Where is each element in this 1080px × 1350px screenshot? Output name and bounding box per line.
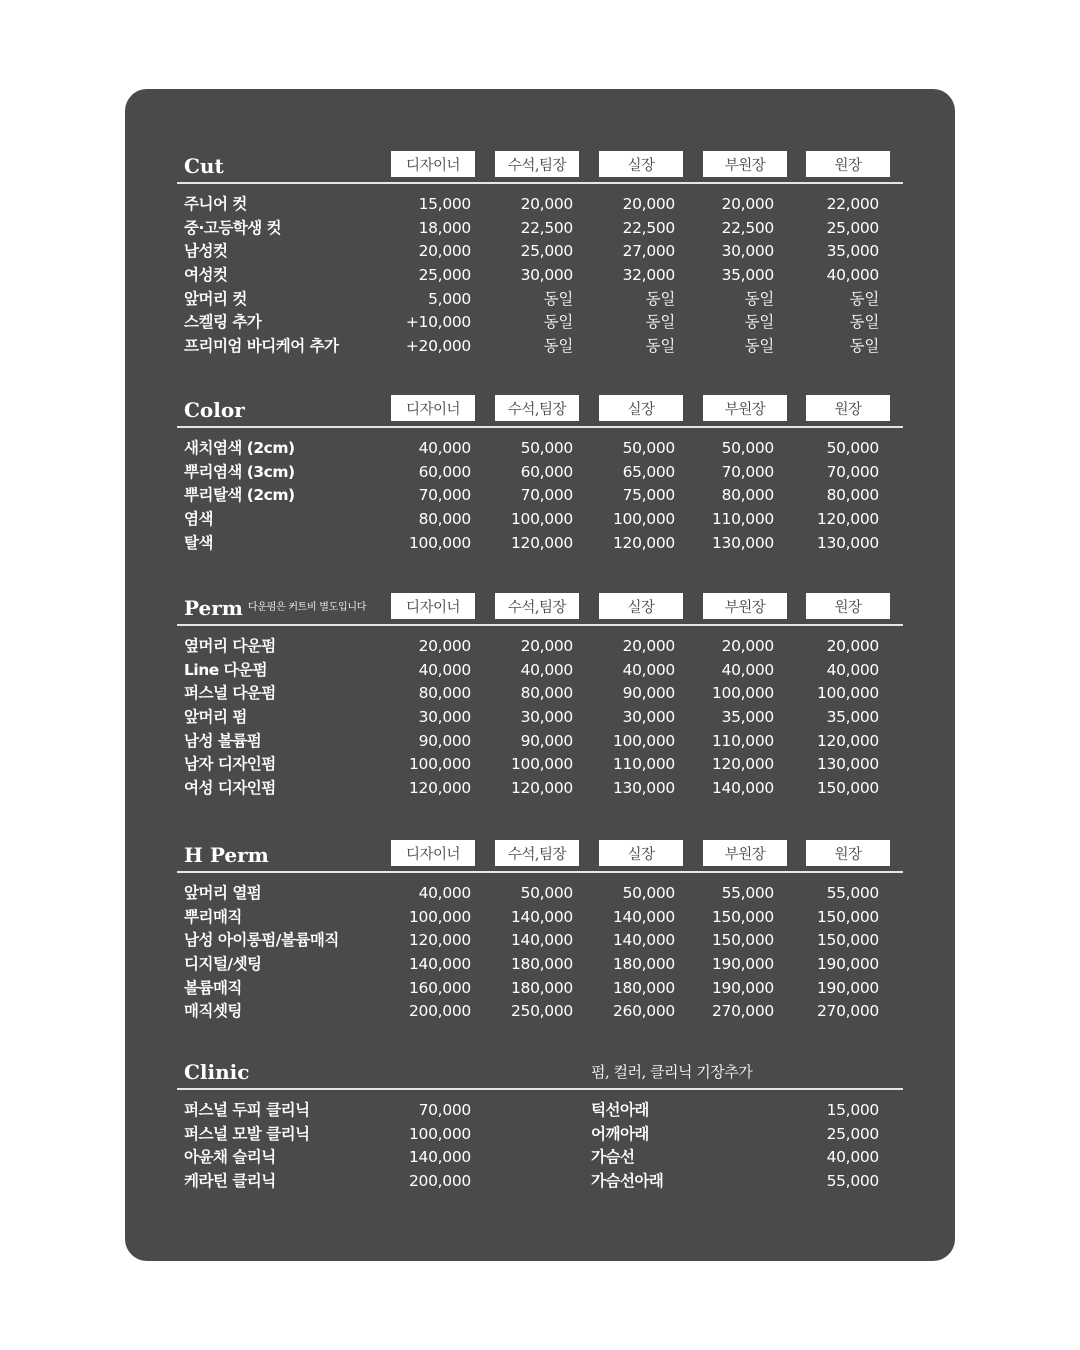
price-cell: 140,000 xyxy=(511,907,573,926)
price-cell: 140,000 xyxy=(511,931,573,950)
service-name: 프리미엄 바디케어 추가 xyxy=(184,337,339,356)
price-cell: 270,000 xyxy=(712,1002,774,1021)
section-clinic xyxy=(177,1052,903,1194)
section-header xyxy=(177,588,903,626)
tier-label: 디자이너 xyxy=(391,840,475,866)
price-cell: 50,000 xyxy=(622,439,675,457)
tier-label: 원장 xyxy=(806,840,890,866)
price-cell: 120,000 xyxy=(409,931,471,950)
price-cell: 190,000 xyxy=(817,978,879,997)
price-list xyxy=(177,437,903,555)
price-cell: 20,000 xyxy=(520,195,573,213)
section-perm xyxy=(177,588,903,801)
price-cell: 동일 xyxy=(543,289,573,308)
price-row xyxy=(177,1000,903,1024)
tier-label: 수석,팀장 xyxy=(495,593,579,619)
price-cell: 동일 xyxy=(849,289,879,308)
price-cell: 20,000 xyxy=(826,637,879,655)
price-cell: 25,000 xyxy=(520,242,573,261)
price-cell: 260,000 xyxy=(613,1002,675,1021)
length-price: 25,000 xyxy=(826,1124,879,1143)
section-title: Perm xyxy=(184,596,243,620)
price-cell: 30,000 xyxy=(622,708,675,727)
price-row xyxy=(177,906,903,930)
price-row xyxy=(177,508,903,532)
price-cell: 140,000 xyxy=(712,779,774,798)
service-name: 남성 아이롱펌/볼륨매직 xyxy=(184,931,339,950)
price-cell: 22,500 xyxy=(721,218,774,237)
price-cell: 20,000 xyxy=(520,637,573,655)
clinic-name: 퍼스널 모발 클리닉 xyxy=(184,1124,310,1143)
service-name: 앞머리 펌 xyxy=(184,708,247,727)
price-cell: 27,000 xyxy=(622,242,675,261)
service-name: 스켈링 추가 xyxy=(184,313,262,332)
tier-label: 부원장 xyxy=(703,593,787,619)
price-cell: 20,000 xyxy=(622,195,675,213)
price-cell: 25,000 xyxy=(826,218,879,237)
price-cell: 55,000 xyxy=(721,884,774,902)
tier-label: 원장 xyxy=(806,151,890,177)
price-cell: 80,000 xyxy=(418,684,471,703)
service-name: 남성 볼륨펌 xyxy=(184,731,262,750)
price-cell: 120,000 xyxy=(817,731,879,750)
price-cell: 80,000 xyxy=(418,510,471,529)
price-row xyxy=(177,953,903,977)
tier-label: 실장 xyxy=(599,151,683,177)
clinic-price: 70,000 xyxy=(418,1101,471,1119)
service-name: 앞머리 열펌 xyxy=(184,884,262,902)
tier-label: 원장 xyxy=(806,395,890,421)
price-cell: 190,000 xyxy=(712,955,774,974)
price-row xyxy=(177,461,903,485)
section-note: 다운펌은 커트비 별도입니다 xyxy=(248,602,367,613)
price-cell: 50,000 xyxy=(520,439,573,457)
clinic-row xyxy=(177,1099,903,1123)
price-cell: 35,000 xyxy=(721,266,774,285)
price-row xyxy=(177,311,903,335)
tier-label: 원장 xyxy=(806,593,890,619)
price-cell: 32,000 xyxy=(622,266,675,285)
clinic-list xyxy=(177,1099,903,1194)
tier-label: 부원장 xyxy=(703,151,787,177)
price-row xyxy=(177,682,903,706)
price-cell: 40,000 xyxy=(418,884,471,902)
service-name: 앞머리 컷 xyxy=(184,289,247,308)
clinic-row xyxy=(177,1123,903,1147)
service-name: 디지털/셋팅 xyxy=(184,955,262,974)
service-name: 뿌리염색 (3cm) xyxy=(184,462,295,481)
service-name: 볼륨매직 xyxy=(184,978,242,997)
section-header xyxy=(177,390,903,428)
price-cell: 180,000 xyxy=(613,955,675,974)
price-cell: 80,000 xyxy=(721,486,774,505)
price-cell: 130,000 xyxy=(817,533,879,552)
length-price: 15,000 xyxy=(826,1101,879,1119)
price-cell: 130,000 xyxy=(613,779,675,798)
service-name: 뿌리매직 xyxy=(184,907,242,926)
clinic-price: 140,000 xyxy=(409,1148,471,1167)
price-cell: 40,000 xyxy=(622,660,675,679)
service-name: 뿌리탈색 (2cm) xyxy=(184,486,295,505)
section-header xyxy=(177,1052,903,1090)
section-color xyxy=(177,390,903,555)
price-cell: 동일 xyxy=(849,313,879,332)
price-row xyxy=(177,240,903,264)
service-name: 매직셋팅 xyxy=(184,1002,242,1021)
price-cell: 30,000 xyxy=(721,242,774,261)
price-cell: 180,000 xyxy=(511,955,573,974)
price-cell: 140,000 xyxy=(613,931,675,950)
price-cell: 40,000 xyxy=(826,266,879,285)
price-cell: 40,000 xyxy=(418,660,471,679)
price-cell: 18,000 xyxy=(418,218,471,237)
tier-label: 수석,팀장 xyxy=(495,151,579,177)
price-cell: 35,000 xyxy=(721,708,774,727)
price-row xyxy=(177,706,903,730)
section-header xyxy=(177,146,903,184)
price-cell: 100,000 xyxy=(511,755,573,774)
price-list xyxy=(177,193,903,359)
section-title: Clinic xyxy=(184,1060,250,1084)
tier-label: 디자이너 xyxy=(391,151,475,177)
price-cell: 70,000 xyxy=(826,462,879,481)
price-cell: 20,000 xyxy=(721,195,774,213)
clinic-row xyxy=(177,1146,903,1170)
price-cell: 60,000 xyxy=(418,462,471,481)
price-cell: 140,000 xyxy=(613,907,675,926)
price-cell: 110,000 xyxy=(613,755,675,774)
price-cell: 250,000 xyxy=(511,1002,573,1021)
price-cell: 65,000 xyxy=(622,462,675,481)
price-row xyxy=(177,777,903,801)
price-row xyxy=(177,753,903,777)
price-cell: 120,000 xyxy=(511,533,573,552)
price-cell: 190,000 xyxy=(817,955,879,974)
service-name: 염색 xyxy=(184,510,213,529)
section-h-perm xyxy=(177,835,903,1024)
clinic-name: 퍼스널 두피 클리닉 xyxy=(184,1101,310,1119)
clinic-row xyxy=(177,1170,903,1194)
price-cell: 120,000 xyxy=(409,779,471,798)
price-row xyxy=(177,659,903,683)
price-cell: 120,000 xyxy=(511,779,573,798)
price-cell: 150,000 xyxy=(817,907,879,926)
price-cell: 90,000 xyxy=(520,731,573,750)
price-cell: +10,000 xyxy=(405,313,471,332)
price-cell: 150,000 xyxy=(817,779,879,798)
price-cell: 40,000 xyxy=(520,660,573,679)
price-cell: 100,000 xyxy=(613,510,675,529)
price-cell: 동일 xyxy=(849,337,879,356)
price-cell: 15,000 xyxy=(418,195,471,213)
price-cell: 35,000 xyxy=(826,242,879,261)
section-title: Cut xyxy=(184,154,224,178)
price-cell: 60,000 xyxy=(520,462,573,481)
clinic-price: 100,000 xyxy=(409,1124,471,1143)
clinic-name: 케라틴 클리닉 xyxy=(184,1172,276,1191)
price-row xyxy=(177,977,903,1001)
price-cell: 40,000 xyxy=(826,660,879,679)
price-cell: +20,000 xyxy=(405,337,471,356)
price-cell: 120,000 xyxy=(613,533,675,552)
price-cell: 동일 xyxy=(543,313,573,332)
service-name: 여성컷 xyxy=(184,266,228,285)
price-cell: 80,000 xyxy=(826,486,879,505)
price-cell: 22,500 xyxy=(520,218,573,237)
price-cell: 160,000 xyxy=(409,978,471,997)
price-row xyxy=(177,730,903,754)
price-cell: 55,000 xyxy=(826,884,879,902)
price-row xyxy=(177,193,903,217)
price-row xyxy=(177,929,903,953)
service-name: 탈색 xyxy=(184,533,213,552)
price-row xyxy=(177,532,903,556)
price-cell: 110,000 xyxy=(712,731,774,750)
length-price: 55,000 xyxy=(826,1172,879,1191)
price-cell: 100,000 xyxy=(817,684,879,703)
section-header xyxy=(177,835,903,873)
price-row xyxy=(177,437,903,461)
price-cell: 동일 xyxy=(645,313,675,332)
price-cell: 5,000 xyxy=(428,289,471,308)
price-row xyxy=(177,635,903,659)
section-cut xyxy=(177,146,903,359)
price-cell: 120,000 xyxy=(712,755,774,774)
price-cell: 50,000 xyxy=(826,439,879,457)
price-cell: 90,000 xyxy=(418,731,471,750)
price-cell: 130,000 xyxy=(817,755,879,774)
price-cell: 270,000 xyxy=(817,1002,879,1021)
price-cell: 110,000 xyxy=(712,510,774,529)
price-cell: 50,000 xyxy=(721,439,774,457)
price-row xyxy=(177,484,903,508)
price-row xyxy=(177,288,903,312)
price-cell: 40,000 xyxy=(721,660,774,679)
price-cell: 20,000 xyxy=(721,637,774,655)
tier-label: 디자이너 xyxy=(391,395,475,421)
price-cell: 70,000 xyxy=(721,462,774,481)
price-cell: 동일 xyxy=(744,313,774,332)
price-cell: 100,000 xyxy=(613,731,675,750)
price-row xyxy=(177,264,903,288)
length-price: 40,000 xyxy=(826,1148,879,1167)
price-cell: 22,500 xyxy=(622,218,675,237)
tier-label: 수석,팀장 xyxy=(495,395,579,421)
section-title: H Perm xyxy=(184,843,269,867)
price-cell: 70,000 xyxy=(418,486,471,505)
price-cell: 150,000 xyxy=(712,931,774,950)
service-name: Line 다운펌 xyxy=(184,660,268,679)
price-row xyxy=(177,882,903,906)
tier-label: 실장 xyxy=(599,593,683,619)
price-cell: 150,000 xyxy=(817,931,879,950)
section-title: Color xyxy=(184,398,245,422)
price-list xyxy=(177,635,903,801)
price-cell: 동일 xyxy=(744,289,774,308)
price-cell: 100,000 xyxy=(409,907,471,926)
price-cell: 30,000 xyxy=(520,708,573,727)
price-cell: 200,000 xyxy=(409,1002,471,1021)
price-cell: 동일 xyxy=(645,289,675,308)
price-cell: 130,000 xyxy=(712,533,774,552)
service-name: 여성 디자인펌 xyxy=(184,779,276,798)
length-label: 가슴선아래 xyxy=(591,1172,664,1191)
clinic-price: 200,000 xyxy=(409,1172,471,1191)
price-cell: 20,000 xyxy=(418,637,471,655)
service-name: 퍼스널 다운펌 xyxy=(184,684,276,703)
price-cell: 22,000 xyxy=(826,195,879,213)
price-row xyxy=(177,217,903,241)
clinic-name: 아윤채 슬리닉 xyxy=(184,1148,276,1167)
price-cell: 100,000 xyxy=(409,533,471,552)
price-cell: 100,000 xyxy=(511,510,573,529)
tier-label: 부원장 xyxy=(703,395,787,421)
price-cell: 동일 xyxy=(744,337,774,356)
tier-label: 실장 xyxy=(599,840,683,866)
price-row xyxy=(177,335,903,359)
price-cell: 140,000 xyxy=(409,955,471,974)
price-cell: 180,000 xyxy=(613,978,675,997)
price-cell: 50,000 xyxy=(520,884,573,902)
length-label: 어깨아래 xyxy=(591,1124,649,1143)
price-cell: 50,000 xyxy=(622,884,675,902)
length-label: 턱선아래 xyxy=(591,1101,649,1119)
tier-label: 디자이너 xyxy=(391,593,475,619)
price-cell: 동일 xyxy=(543,337,573,356)
price-cell: 180,000 xyxy=(511,978,573,997)
tier-label: 부원장 xyxy=(703,840,787,866)
tier-label: 실장 xyxy=(599,395,683,421)
price-cell: 100,000 xyxy=(712,684,774,703)
price-cell: 40,000 xyxy=(418,439,471,457)
price-cell: 75,000 xyxy=(622,486,675,505)
length-surcharge-title: 펌, 컬러, 클리닉 기장추가 xyxy=(591,1063,753,1081)
price-cell: 20,000 xyxy=(418,242,471,261)
tier-label: 수석,팀장 xyxy=(495,840,579,866)
price-cell: 35,000 xyxy=(826,708,879,727)
price-cell: 25,000 xyxy=(418,266,471,285)
price-cell: 70,000 xyxy=(520,486,573,505)
price-cell: 30,000 xyxy=(418,708,471,727)
price-cell: 동일 xyxy=(645,337,675,356)
price-cell: 30,000 xyxy=(520,266,573,285)
service-name: 옆머리 다운펌 xyxy=(184,637,276,655)
price-cell: 20,000 xyxy=(622,637,675,655)
price-cell: 150,000 xyxy=(712,907,774,926)
price-cell: 190,000 xyxy=(712,978,774,997)
price-cell: 90,000 xyxy=(622,684,675,703)
price-cell: 80,000 xyxy=(520,684,573,703)
service-name: 남성컷 xyxy=(184,242,228,261)
service-name: 남자 디자인펌 xyxy=(184,755,276,774)
length-label: 가슴선 xyxy=(591,1148,635,1167)
price-list xyxy=(177,882,903,1024)
price-cell: 100,000 xyxy=(409,755,471,774)
service-name: 중·고등학생 컷 xyxy=(184,218,282,237)
service-name: 주니어 컷 xyxy=(184,195,247,213)
service-name: 새치염색 (2cm) xyxy=(184,439,295,457)
price-cell: 120,000 xyxy=(817,510,879,529)
